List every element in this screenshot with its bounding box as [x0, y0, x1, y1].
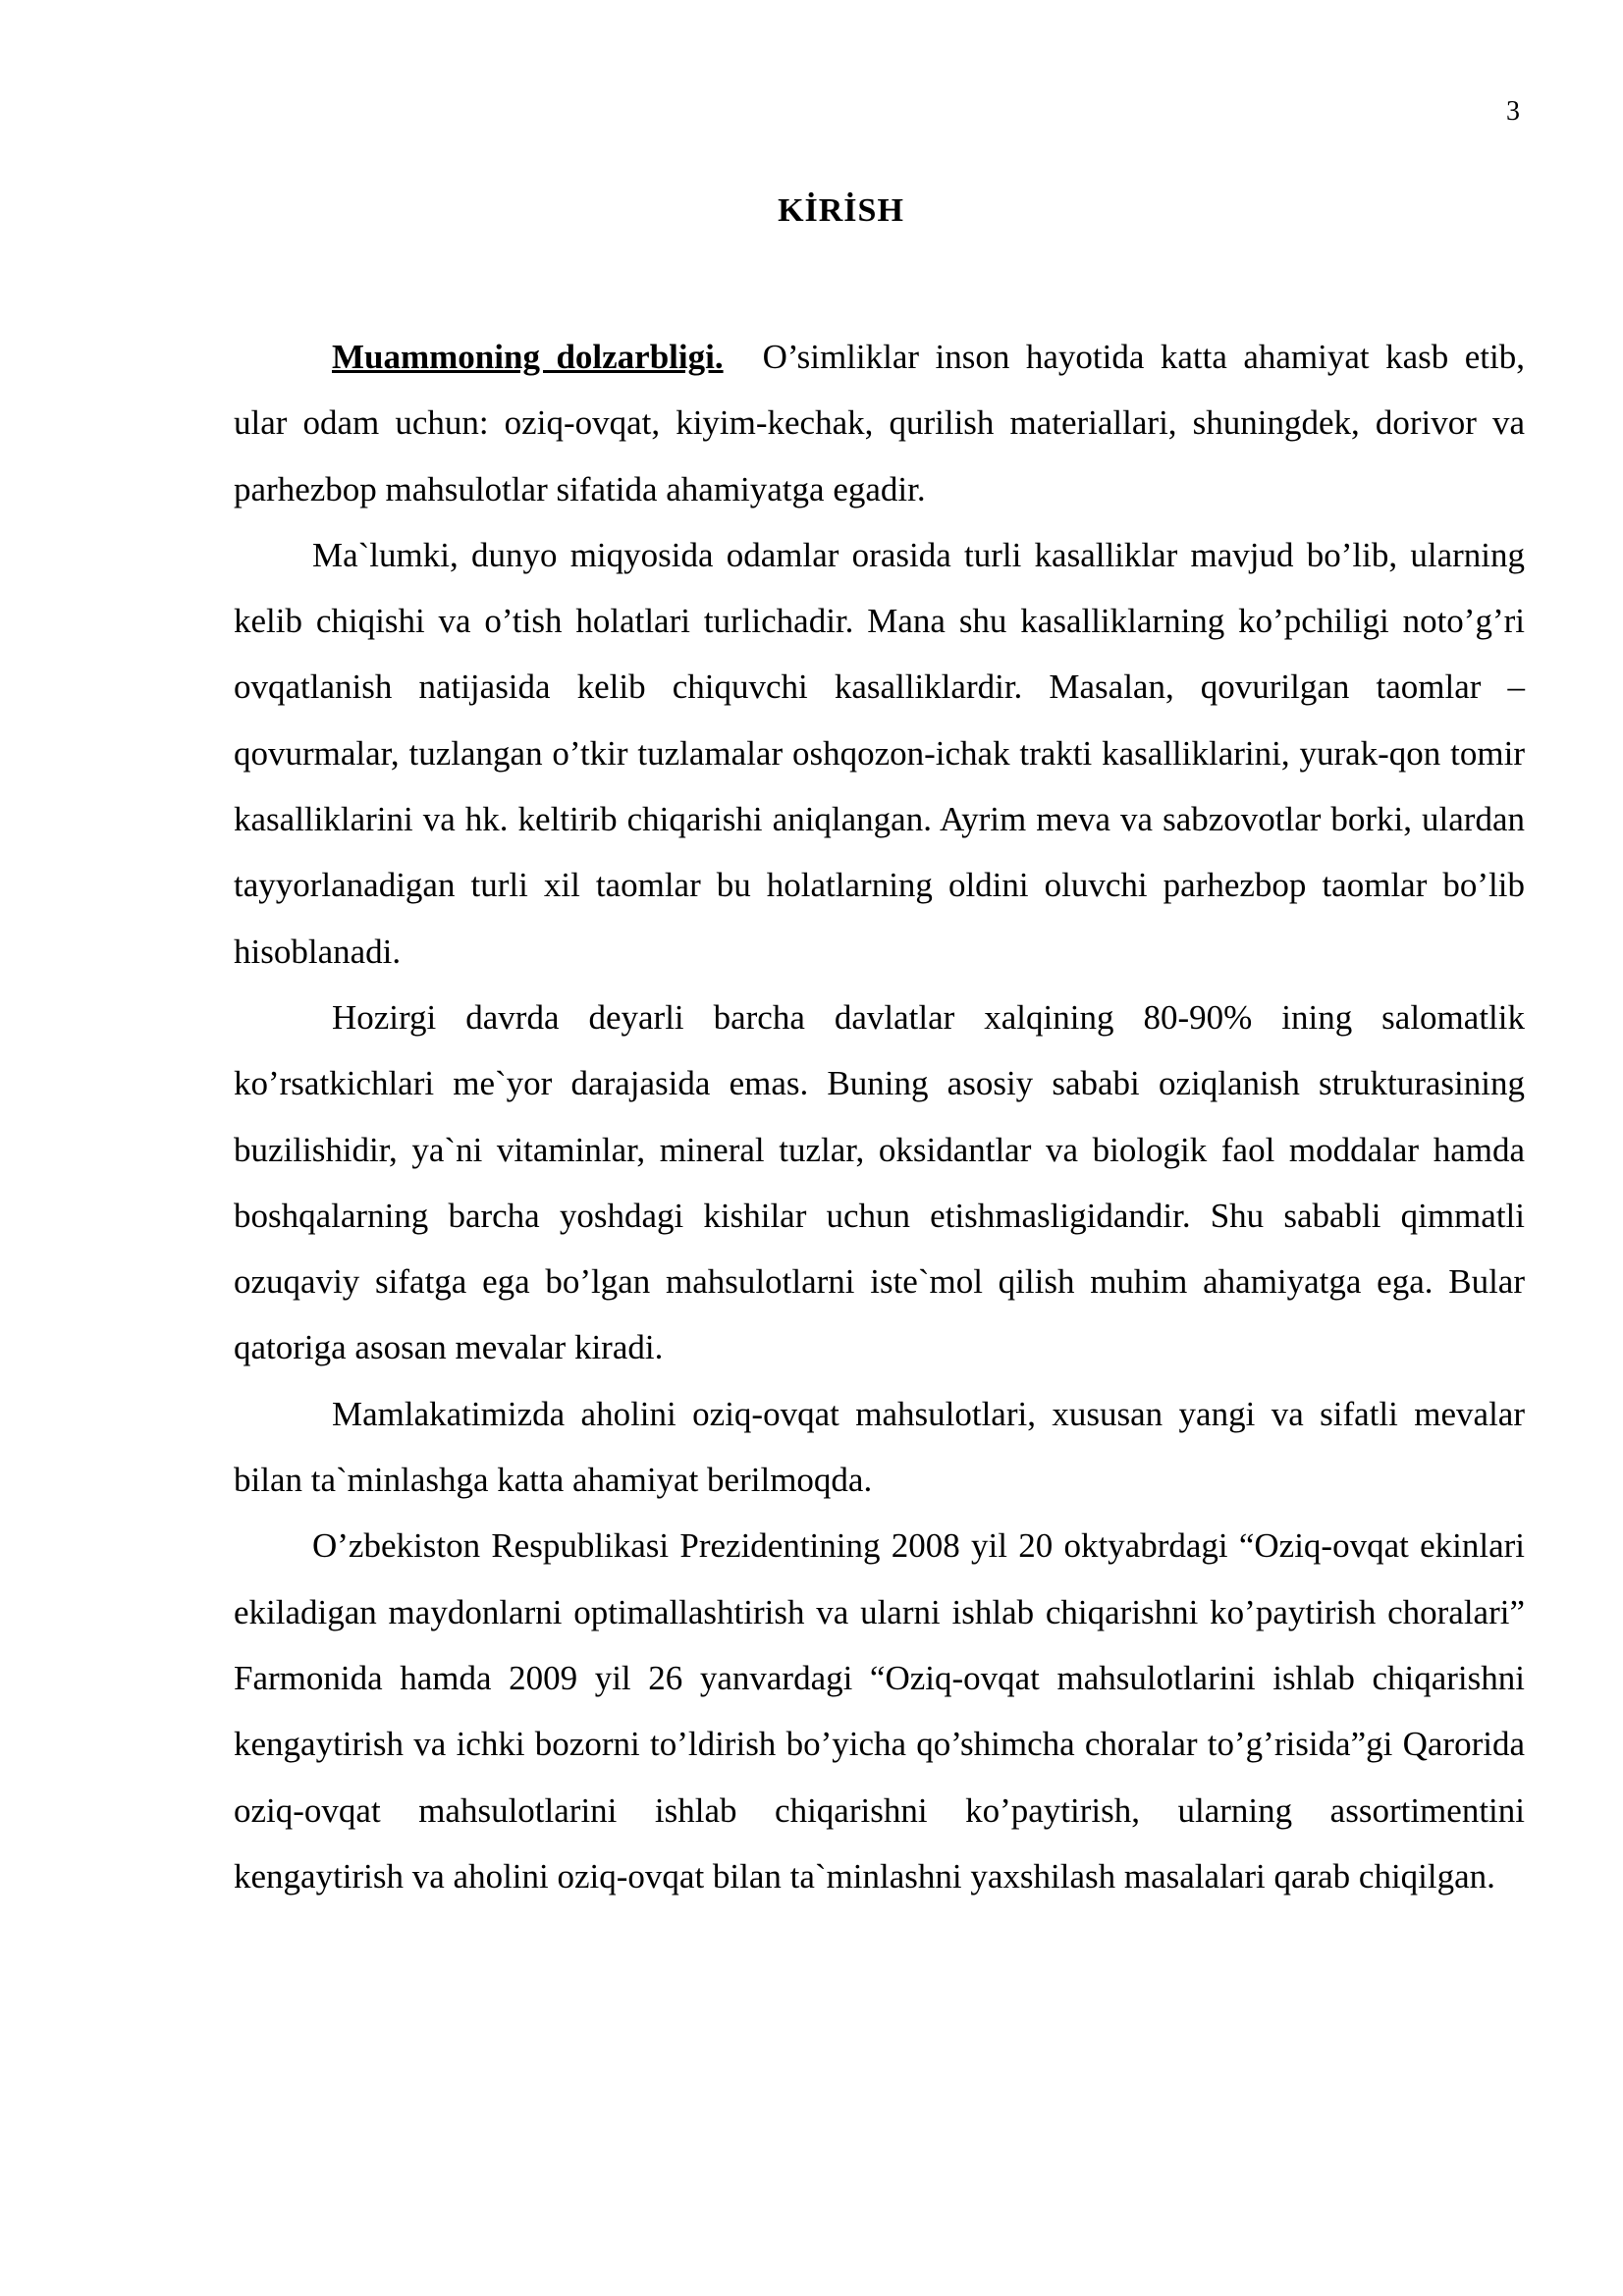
paragraph-supply: Mamlakatimizda aholini oziq-ovqat mahsulotlari, xususan yangi va sifatli mevalar bilan ta`minlashga katta ahamiyat berilmoqda.: [234, 1394, 1525, 1500]
page-title: KİRİSH: [778, 192, 904, 229]
paragraph-nutrition: Hozirgi davrda deyarli barcha davlatlar xalqining 80-90% ining salomatlik ko’rsatkichlari me`yor darajasida emas. Buning asosiy sababi oziqlanish strukturasining buzilishidir, ya`ni vitaminlar, mineral tuzlar, oksidantlar va biologik faol moddalar hamda boshqalarning barcha yoshdagi kishilar uchun etishmasligidandir. Shu sababli qimmatli ozuqaviy sifatga ega bo’lgan mahsulotlarni iste`mol qilish muhim ahamiyatga ega. Bular qatoriga asosan mevalar kiradi.: [234, 997, 1525, 1367]
section-lead-heading: Muammoning dolzarbligi.: [332, 338, 724, 376]
page-number: 3: [1506, 96, 1520, 127]
paragraph-relevance: [234, 324, 1525, 522]
paragraph-decree: O’zbekiston Respublikasi Prezidentining 2008 yil 20 oktyabrdagi “Oziq-ovqat ekinlari ekiladigan maydonlarni optimallashtirish va ularni ishlab chiqarishni ko’paytirish choralari” Farmonida hamda 2009 yil 26 yanvardagi “Oziq-ovqat mahsulotlarini ishlab chiqarishni kengaytirish va ichki bozorni to’ldirish bo’yicha qo’shimcha choralar to’g’risida”gi Qarorida oziq-ovqat mahsulotlarini ishlab chiqarishni ko’paytirish, ularning assortimentini kengaytirish va aholini oziq-ovqat bilan ta`minlashni yaxshilash masalalari qarab chiqilgan.: [234, 1526, 1525, 1896]
paragraph-text: O’simliklar inson hayotida katta ahamiyat kasb etib, ular odam uchun: oziq-ovqat, kiyim-kechak, qurilish materiallari, shuningdek, dorivor va parhezbop mahsulotlar sifatida ahamiyatga egadir.: [234, 338, 1525, 508]
paragraph-diseases: Ma`lumki, dunyo miqyosida odamlar orasida turli kasalliklar mavjud bo’lib, ularning kelib chiqishi va o’tish holatlari turlichadir. Mana shu kasalliklarning ko’pchiligi noto’g’ri ovqatlanish natijasida kelib chiquvchi kasalliklardir. Masalan, qovurilgan taomlar – qovurmalar, tuzlangan o’tkir tuzlamalar oshqozon-ichak trakti kasalliklarini, yurak-qon tomir kasalliklarini va hk. keltirib chiqarishi aniqlangan. Ayrim meva va sabzovotlar borki, ulardan tayyorlanadigan turli xil taomlar bu holatlarning oldini oluvchi parhezbop taomlar bo’lib hisoblanadi.: [234, 535, 1525, 971]
document-body: [234, 324, 1525, 1909]
